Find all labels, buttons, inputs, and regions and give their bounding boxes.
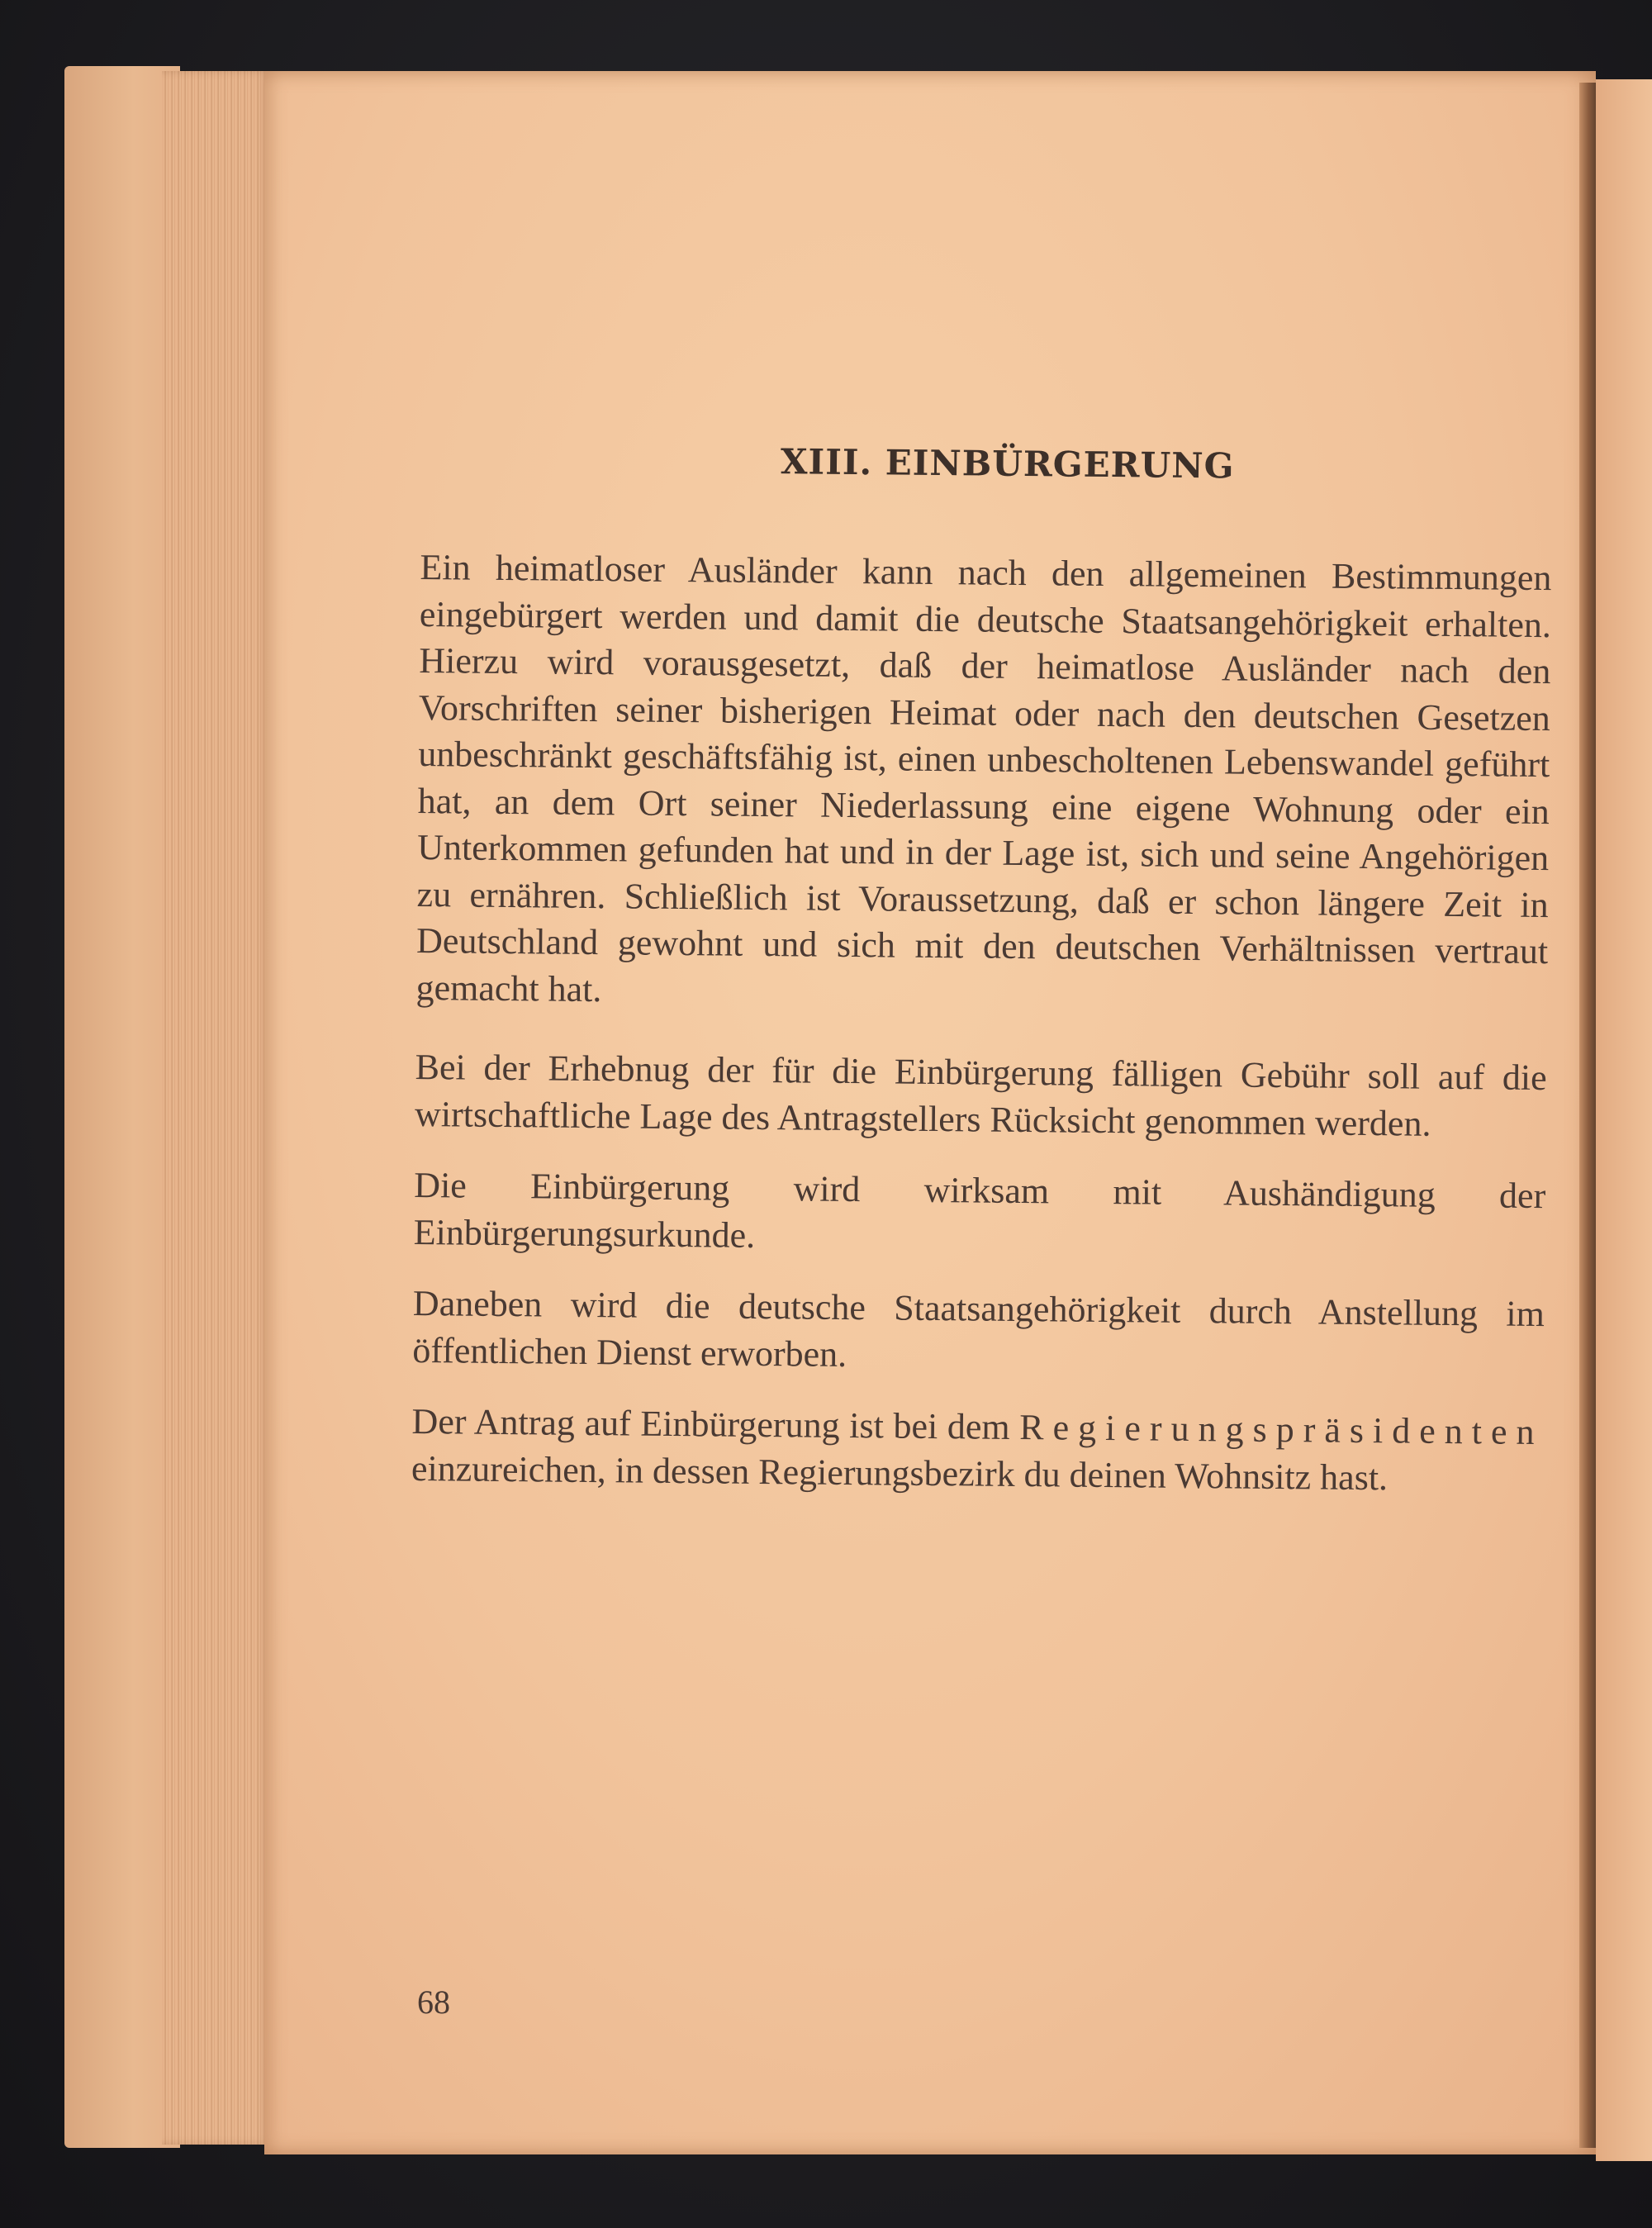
emphasized-term: Regierungspräsidenten — [1019, 1407, 1544, 1453]
paragraph-5 — [411, 1399, 1544, 1503]
book-spine — [1579, 83, 1597, 2148]
paragraph-1: Ein heimatloser Ausländer kann nach den allgemeinen Bestimmungen eingebürgert werden und damit die deutsche Staatsangehörigkeit erhalten. Hierzu wird vorausgesetzt, daß der heimatlose Ausländer nach den Vorschriften seiner bisherigen Heimat oder nach den deutschen Gesetzen unbeschränkt geschäftsfähig ist, einen unbescholtenen Lebenswandel geführt hat, an dem Ort seiner Niederlassung eine eigene Wohnung oder ein Unterkommen gefunden hat und in der Lage ist, sich und seine Angehörigen zu ernähren. Schließlich ist Voraussetzung, daß er schon längere Zeit in Deutschland gewohnt und sich mit den deutschen Verhältnissen vertraut gemacht hat. — [415, 546, 1552, 1009]
chapter-heading: XIII. EINBÜRGERUNG — [780, 441, 1235, 487]
page-edges — [162, 71, 269, 2145]
paragraph-2: Bei der Erhebnug der für die Einbürgerung fälligen Gebühr soll auf die wirtschaftliche Lage des Antragstellers Rücksicht genommen werden. — [414, 1046, 1547, 1144]
page-number: 68 — [417, 1983, 450, 2021]
paragraph-4: Daneben wird die deutsche Staatsangehörigkeit durch Anstellung im öffentlichen Dienst erworben. — [412, 1282, 1545, 1375]
page-content — [411, 438, 1552, 1527]
paragraph-5-end: einzureichen, in dessen Regierungsbezirk du deinen Wohnsitz hast. — [411, 1447, 1389, 1498]
paragraph-5-start: Der Antrag auf Einbürgerung ist bei dem — [411, 1400, 1020, 1448]
facing-page-edge — [1596, 79, 1652, 2161]
paragraph-3: Die Einbürgerung wird wirksam mit Aushändigung der Einbürgerungsurkunde. — [413, 1164, 1546, 1256]
